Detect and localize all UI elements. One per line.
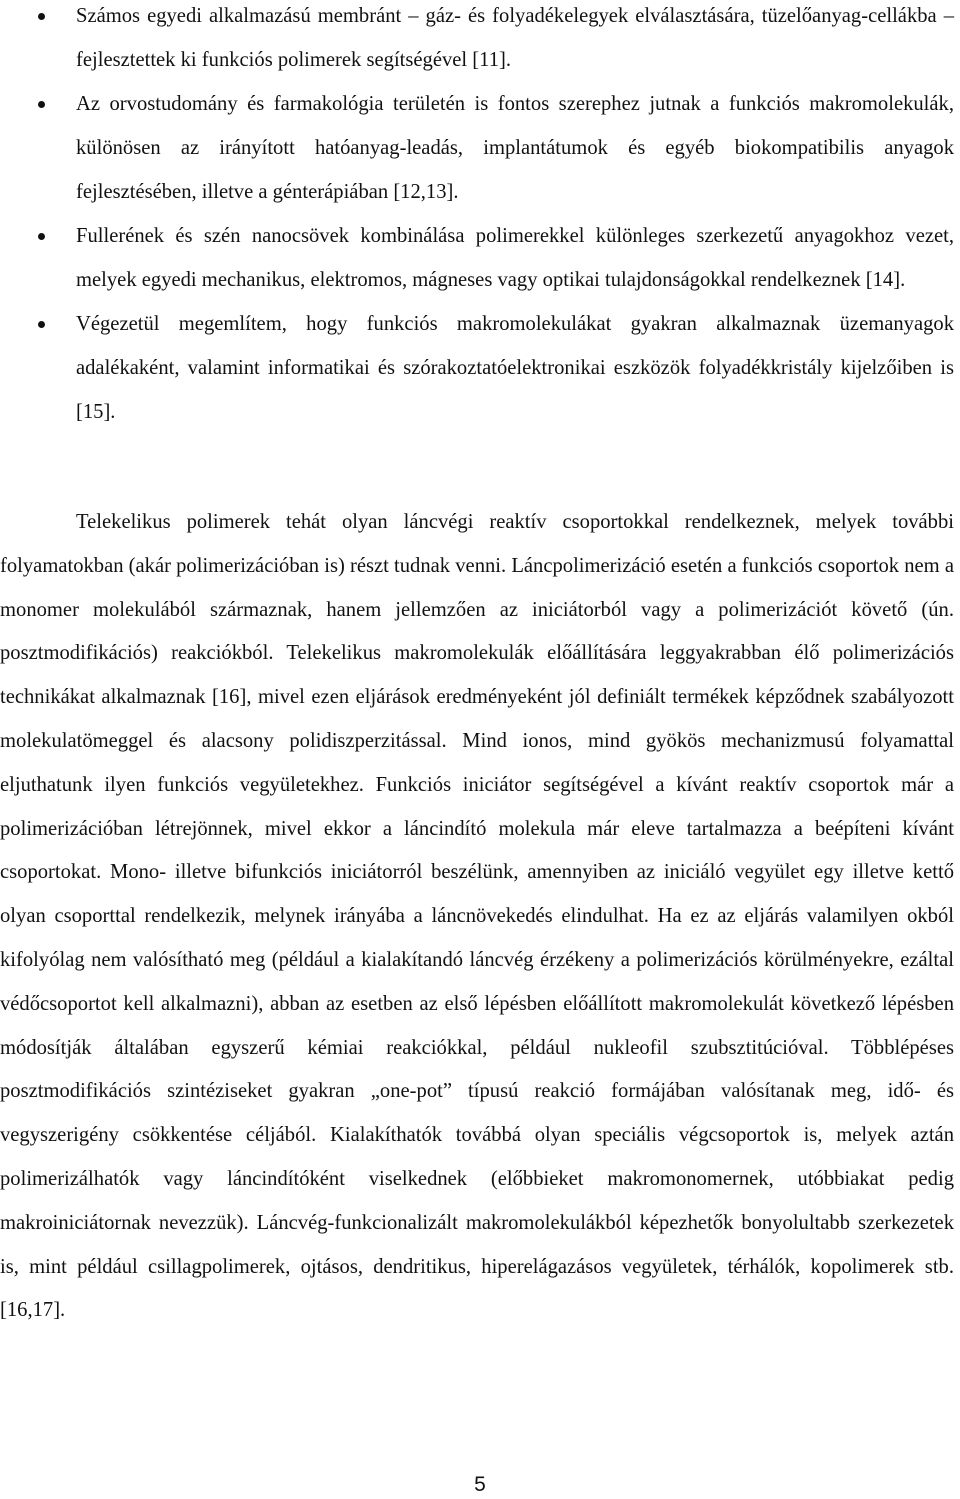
bullet-dot-icon [38, 321, 45, 328]
bullet-item [0, 0, 960, 82]
body-paragraph: Telekelikus polimerek tehát olyan láncvégi reaktív csoportokkal rendelkeznek, melyek további folyamatokban (akár polimerizációban is) részt tudnak venni. Láncpolimerizáció esetén a funkciós csoportok nem a monomer molekulából származnak, hanem jellemzően az iniciátorból vagy a polimerizációt követő (ún. posztmodifikációs) reakciókból. Telekelikus makromolekulák előállítására leggyakrabban élő polimerizációs technikákat alkalmaznak [16], mivel ezen eljárások eredményeként jól definiált termékek képződnek szabályozott molekulatömeggel és alacsony polidiszperzitással. Mind ionos, mind gyökös mechanizmusú folyamattal eljuthatunk ilyen funkciós vegyületekhez. Funkciós iniciátor segítségével a kívánt reaktív csoportok már a polimerizációban létrejönnek, mivel ekkor a láncindító molekula már eleve tartalmazza a beépíteni kívánt csoportokat. Mono- illetve bifunkciós iniciátorról beszélünk, amennyiben az iniciáló vegyület egy illetve kettő olyan csoporttal rendelkezik, melynek irányába a láncnövekedés elindulhat. Ha ez az eljárás valamilyen okból kifolyólag nem valósítható meg (például a kialakítandó láncvég érzékeny a polimerizációs körülményekre, ezáltal védőcsoportot kell alkalmazni), abban az esetben az első lépésben előállított makromolekulát következő lépésben módosítják általában egyszerű kémiai reakciókkal, például nukleofil szubsztitúcióval. Többlépéses posztmodifikációs szintéziseket gyakran „one-pot” típusú reakció formájában valósítanak meg, idő- és vegyszerigény csökkentése céljából. Kialakíthatók továbbá olyan speciális végcsoportok is, melyek aztán polimerizálhatók vagy láncindítóként viselkednek (előbbieket makromonomernek, utóbbiakat pedig makroiniciátornak nevezzük). Láncvég-funkcionalizált makromolekulákból képezhetők bonyolultabb szerkezetek is, mint például csillagpolimerek, ojtásos, dendritikus, hiperelágazásos vegyületek, térhálók, kopolimerek stb. [16,17]. [0, 511, 954, 1322]
bullet-list [0, 0, 960, 434]
bullet-dot-icon [38, 233, 45, 240]
bullet-item [0, 82, 960, 214]
bullet-text: Az orvostudomány és farmakológia területén is fontos szerephez jutnak a funkciós makromolekulák, különösen az irányított hatóanyag-leadás, implantátumok és egyéb biokompatibilis anyagok fejlesztésében, illetve a génterápiában [12,13]. [76, 93, 954, 203]
bullet-text: Végezetül megemlítem, hogy funkciós makromolekulákat gyakran alkalmaznak üzemanyagok adalékaként, valamint informatikai és szórakoztatóelektronikai eszközök folyadékkristály kijelzőiben is [15]. [76, 313, 954, 423]
bullet-item [0, 302, 960, 434]
bullet-dot-icon [38, 101, 45, 108]
bullet-item [0, 214, 960, 302]
page-number: 5 [474, 1473, 486, 1496]
bullet-text: Fullerének és szén nanocsövek kombinálása polimerekkel különleges szerkezetű anyagokhoz vezet, melyek egyedi mechanikus, elektromos, mágneses vagy optikai tulajdonságokkal rendelkeznek [14]. [76, 225, 954, 291]
bullet-dot-icon [38, 13, 45, 20]
bullet-text: Számos egyedi alkalmazású membránt – gáz- és folyadékelegyek elválasztására, tüzelőanyag-cellákba – fejlesztettek ki funkciós polimerek segítségével [11]. [76, 5, 954, 71]
